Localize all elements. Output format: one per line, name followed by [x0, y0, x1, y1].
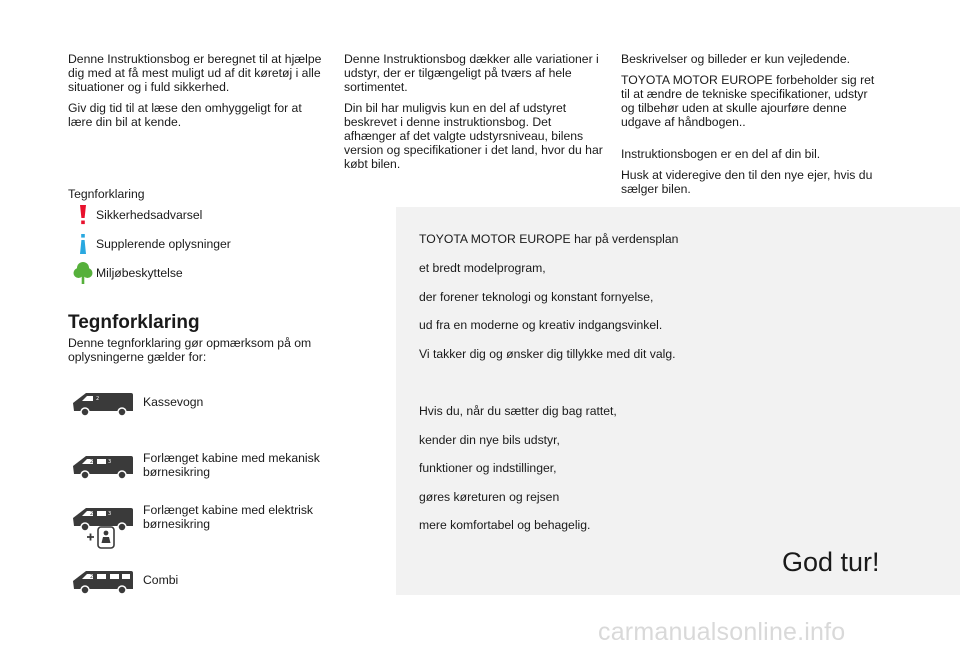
col2-paragraph-2: Din bil har muligvis kun en del af udstyret beskrevet i denne instruktionsbog. Det afhænger af det valgte udstyrsniveau, bilens version og specifikationer i det land, hvor du har købt bilen. [344, 101, 603, 171]
vehicle-row-extended-cab-mechanical [70, 450, 333, 480]
panel-line: TOYOTA MOTOR EUROPE har på verdensplan [419, 232, 679, 246]
col3-paragraph-4: Husk at videregive den til den nye ejer, hvis du sælger bilen. [621, 168, 873, 196]
panel-line: ud fra en moderne og kreativ indgangsvinkel. [419, 318, 663, 332]
child-lock-icon [86, 526, 116, 550]
col3-paragraph-2: TOYOTA MOTOR EUROPE forbeholder sig ret til at ændre de tekniske specifikationer, udstyr og tilbehør uden at skulle ajourføre denne udgave af håndbogen.. [621, 73, 875, 129]
col1-paragraph-1: Denne Instruktionsbog er beregnet til at hjælpe dig med at få mest muligt ud af dit køretøj i alle situationer og i fuld sikkerhed. [68, 52, 322, 94]
van-icon [70, 387, 136, 417]
legend-title: Tegnforklaring [68, 187, 145, 201]
closing-greeting: God tur! [782, 547, 880, 577]
col3-paragraph-1: Beskrivelser og billeder er kun vejledende. [621, 52, 850, 66]
vehicle-label: Combi [143, 573, 179, 587]
intro-column-2 [344, 52, 604, 178]
svg-text:2: 2 [96, 396, 100, 402]
svg-text:3: 3 [108, 459, 112, 465]
vehicle-label: Kassevogn [143, 395, 204, 409]
tree-icon [72, 261, 94, 285]
panel-line: der forener teknologi og konstant fornyelse, [419, 290, 654, 304]
legend-item-label: Miljøbeskyttelse [96, 266, 183, 280]
svg-text:2: 2 [90, 459, 94, 465]
legend-item-label: Sikkerhedsadvarsel [96, 208, 203, 222]
panel-line: et bredt modelprogram, [419, 261, 546, 275]
section-heading: Tegnforklaring [68, 312, 200, 333]
col1-paragraph-2: Giv dig tid til at læse den omhyggeligt for at lære din bil at kende. [68, 101, 302, 129]
panel-line: Vi takker dig og ønsker dig tillykke med dit valg. [419, 347, 676, 361]
panel-line: Hvis du, når du sætter dig bag rattet, [419, 404, 617, 418]
vehicle-row-combi [70, 565, 333, 595]
section-intro: Denne tegnforklaring gør opmærksom på om oplysningerne gælder for: [68, 336, 312, 364]
intro-column-1 [68, 52, 328, 136]
col3-paragraph-3: Instruktionsbogen er en del af din bil. [621, 147, 821, 161]
combi-van-icon [70, 565, 136, 595]
info-icon [72, 234, 94, 254]
legend-item-label: Supplerende oplysninger [96, 237, 231, 251]
legend-item-safety-warning [72, 203, 202, 227]
vehicle-label: Forlænget kabine med elektrisk børnesikring [143, 503, 314, 531]
vehicle-row-kassevogn [70, 387, 333, 417]
svg-text:2: 2 [90, 574, 94, 580]
legend-item-environment [72, 261, 183, 285]
panel-line: gøres køreturen og rejsen [419, 490, 560, 504]
panel-line: kender din nye bils udstyr, [419, 433, 560, 447]
svg-text:3: 3 [108, 511, 112, 517]
panel-line: mere komfortabel og behagelig. [419, 518, 591, 532]
panel-line: funktioner og indstillinger, [419, 461, 557, 475]
extended-cab-van-icon [70, 450, 136, 480]
legend-item-info [72, 232, 231, 256]
svg-text:2: 2 [90, 511, 94, 517]
intro-column-3 [621, 52, 881, 203]
watermark: carmanualsonline.info [598, 618, 846, 646]
exclamation-icon [72, 205, 94, 225]
welcome-panel [396, 207, 960, 595]
vehicle-label: Forlænget kabine med mekanisk børnesikring [143, 451, 320, 479]
col2-paragraph-1: Denne Instruktionsbog dækker alle variationer i udstyr, der er tilgængeligt på tværs af hele sortimentet. [344, 52, 599, 94]
